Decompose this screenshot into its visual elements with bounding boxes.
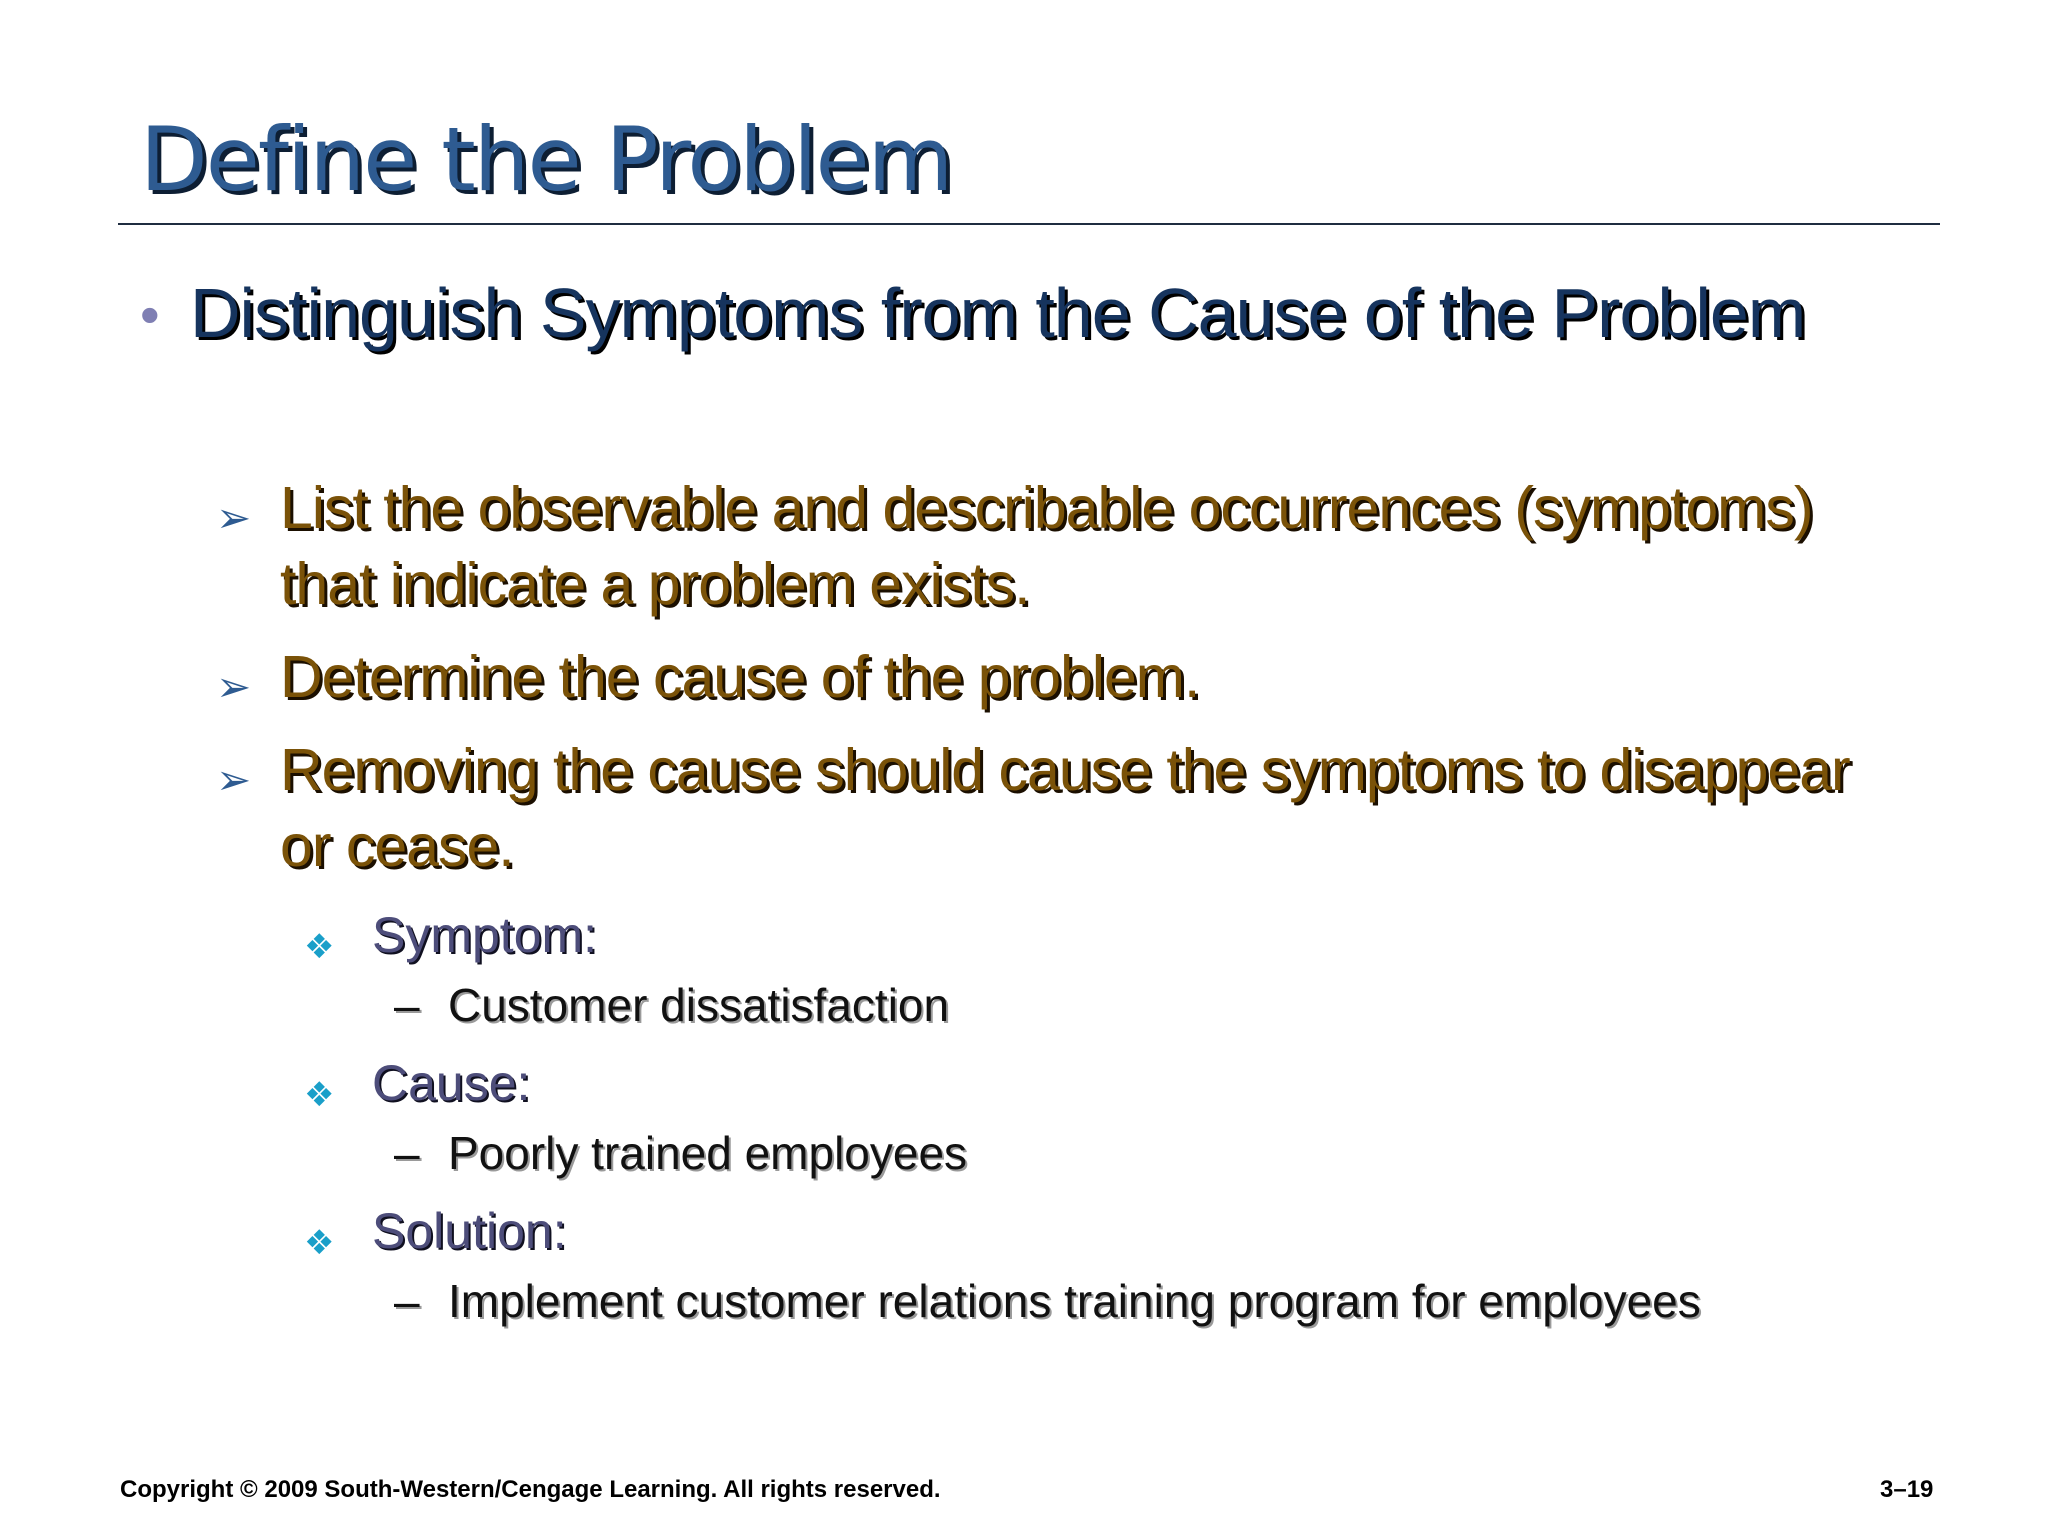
example-detail: Customer dissatisfaction [448, 979, 950, 1031]
example-label-cause [304, 1048, 1924, 1118]
main-bullet-text: Distinguish Symptoms from the Cause of the Problem [190, 274, 1806, 352]
example-label: Symptom: [372, 907, 598, 963]
example-detail: Implement customer relations training program for employees [448, 1275, 1701, 1327]
diamond-bullet-icon: ❖ [304, 1075, 335, 1115]
slide-page-number: 3–19 [1880, 1476, 1934, 1503]
example-label: Cause: [372, 1055, 531, 1111]
sub-bullet [216, 639, 1866, 715]
sub-bullet [216, 732, 1866, 884]
diamond-bullet-icon: ❖ [304, 927, 335, 967]
sub-bullet-list [216, 470, 1866, 901]
example-list [304, 892, 1924, 1336]
dash-bullet-icon: – [394, 979, 420, 1031]
footer-copyright: Copyright © 2009 South-Western/Cengage Learning. All rights reserved. [120, 1476, 941, 1503]
example-detail-solution [394, 1266, 1924, 1336]
sub-bullet-text: List the observable and describable occurrences (symptoms) that indicate a problem exists. [280, 475, 1813, 617]
main-bullet [140, 270, 1820, 356]
example-detail-symptom [394, 970, 1924, 1040]
arrow-bullet-icon: ➢ [216, 493, 251, 542]
sub-bullet [216, 470, 1866, 622]
slide-title: Define the Problem [140, 108, 952, 211]
arrow-bullet-icon: ➢ [216, 755, 251, 804]
example-label-symptom [304, 900, 1924, 970]
diamond-bullet-icon: ❖ [304, 1223, 335, 1263]
bullet-dot-icon: • [140, 283, 159, 346]
example-label: Solution: [372, 1203, 567, 1259]
arrow-bullet-icon: ➢ [216, 662, 251, 711]
sub-bullet-text: Determine the cause of the problem. [280, 644, 1200, 710]
title-divider [118, 223, 1940, 225]
sub-bullet-text: Removing the cause should cause the symptoms to disappear or cease. [280, 737, 1850, 879]
example-detail-cause [394, 1118, 1924, 1188]
example-label-solution [304, 1196, 1924, 1266]
dash-bullet-icon: – [394, 1127, 420, 1179]
example-detail: Poorly trained employees [448, 1127, 968, 1179]
dash-bullet-icon: – [394, 1275, 420, 1327]
